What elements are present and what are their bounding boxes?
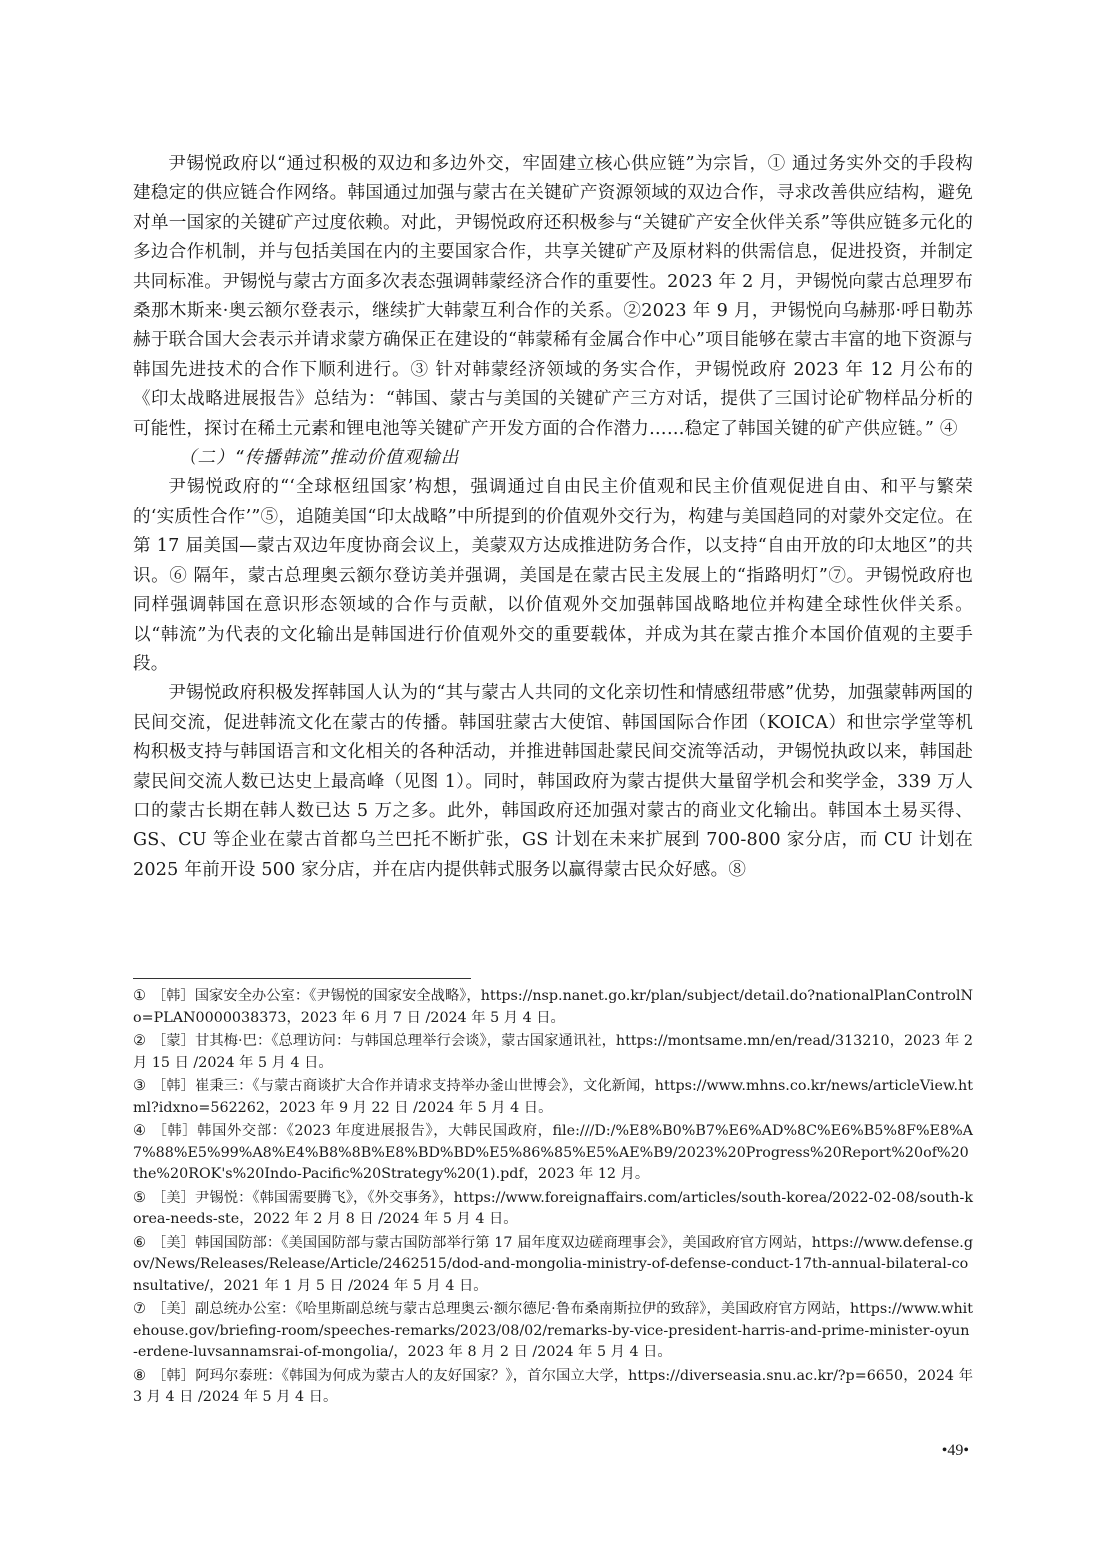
footnote-text: ［韩］阿玛尔泰班：《韩国为何成为蒙古人的友好国家？》，首尔国立大学，https://diverseasia.snu.ac.kr/?p=6650，2024 年 3 月 4 日 /2024 年 5 月 4 日。 [133, 1367, 973, 1405]
main-text [133, 150, 973, 885]
footnote-number: ⑦ [133, 1301, 146, 1317]
footnote-text: ［韩］崔秉三：《与蒙古商谈扩大合作并请求支持举办釜山世博会》，文化新闻，https://www.mhns.co.kr/news/articleView.html?idxno=562262，2023 年 9 月 22 日 /2024 年 5 月 4 日。 [133, 1078, 973, 1116]
footnote-item [133, 1076, 973, 1119]
footnote-item [133, 1031, 973, 1074]
footnote-number: ④ [133, 1123, 147, 1139]
paragraph-values-diplomacy: 尹锡悦政府的“‘全球枢纽国家’构想，强调通过自由民主价值观和民主价值观促进自由、和平与繁荣的‘实质性合作’”⑤，追随美国“印太战略”中所提到的价值观外交行为，构建与美国趋同的对蒙外交定位。在第 17 届美国—蒙古双边年度协商会议上，美蒙双方达成推进防务合作，以支持“自由开放的印太地区”的共识。⑥ 隔年，蒙古总理奥云额尔登访美并强调，美国是在蒙古民主发展上的“指路明灯”⑦。尹锡悦政府也同样强调韩国在意识形态领域的合作与贡献，以价值观外交加强韩国战略地位并构建全球性伙伴关系。以“韩流”为代表的文化输出是韩国进行价值观外交的重要载体，并成为其在蒙古推介本国价值观的主要手段。 [133, 477, 973, 674]
footnote-divider [133, 978, 471, 979]
footnote-number: ⑤ [133, 1189, 146, 1206]
footnote-number: ② [133, 1033, 146, 1049]
footnote-item [133, 1188, 973, 1231]
page-number: •49• [941, 1442, 969, 1459]
footnote-text: ［韩］韩国外交部：《2023 年度进展报告》，大韩民国政府，file:///D:/%E8%B0%B7%E6%AD%8C%E6%B5%8F%E8%A7%88%E5%99%A8%E4%B8%8B%E8%BD%BD%E5%86%85%E5%AE%B9/2023%20Progress%20Report%20of%20the%20ROK's%20Indo-Pacific%20Strategy%20(1).pdf，2023 年 12 月。 [133, 1123, 973, 1182]
footnote-item [133, 986, 973, 1029]
footnote-item [133, 1233, 973, 1298]
footnote-text: ［韩］国家安全办公室：《尹锡悦的国家安全战略》，https://nsp.nanet.go.kr/plan/subject/detail.do?nationalPlanControlNo=PLAN0000038373，2023 年 6 月 7 日 /2024 年 5 月 4 日。 [133, 988, 973, 1026]
footnote-item [133, 1121, 973, 1186]
footnote-number: ⑧ [133, 1367, 146, 1384]
paragraph-korean-wave: 尹锡悦政府积极发挥韩国人认为的“其与蒙古人共同的文化亲切性和情感纽带感”优势，加强蒙韩两国的民间交流，促进韩流文化在蒙古的传播。韩国驻蒙古大使馆、韩国国际合作团（KOICA）和世宗学堂等机构积极支持与韩国语言和文化相关的各种活动，并推进韩国赴蒙民间交流等活动，尹锡悦执政以来，韩国赴蒙民间交流人数已达史上最高峰（见图 1）。同时，韩国政府为蒙古提供大量留学机会和奖学金，339 万人口的蒙古长期在韩人数已达 5 万之多。此外，韩国政府还加强对蒙古的商业文化输出。韩国本土易买得、GS、CU 等企业在蒙古首都乌兰巴托不断扩张，GS 计划在未来扩展到 700-800 家分店，而 CU 计划在 2025 年前开设 500 家分店，并在店内提供韩式服务以赢得蒙古民众好感。⑧ [133, 683, 973, 880]
footnote-item [133, 1366, 973, 1409]
footnote-text: ［美］尹锡悦：《韩国需要腾飞》，《外交事务》，https://www.foreignaffairs.com/articles/south-korea/2022-02-08/south-korea-needs-ste，2022 年 2 月 8 日 /2024 年 5 月 4 日。 [133, 1189, 973, 1227]
footnote-text: ［蒙］甘其梅·巴：《总理访问：与韩国总理举行会谈》，蒙古国家通讯社，https://montsame.mn/en/read/313210，2023 年 2 月 15 日 /2024 年 5 月 4 日。 [133, 1033, 974, 1071]
footnote-item [133, 1299, 973, 1364]
footnote-number: ⑥ [133, 1234, 146, 1251]
paragraph-supply-chain: 尹锡悦政府以“通过积极的双边和多边外交，牢固建立核心供应链”为宗旨，① 通过务实外交的手段构建稳定的供应链合作网络。韩国通过加强与蒙古在关键矿产资源领域的双边合作，寻求改善供应结构，避免对单一国家的关键矿产过度依赖。对此，尹锡悦政府还积极参与“关键矿产安全伙伴关系”等供应链多元化的多边合作机制，并与包括美国在内的主要国家合作，共享关键矿产及原材料的供需信息，促进投资，并制定共同标准。尹锡悦与蒙古方面多次表态强调韩蒙经济合作的重要性。2023 年 2 月，尹锡悦向蒙古总理罗布桑那木斯来·奥云额尔登表示，继续扩大韩蒙互利合作的关系。②2023 年 9 月，尹锡悦向乌赫那·呼日勒苏赫于联合国大会表示并请求蒙方确保正在建设的“韩蒙稀有金属合作中心”项目能够在蒙古丰富的地下资源与韩国先进技术的合作下顺利进行。③ 针对韩蒙经济领域的务实合作，尹锡悦政府 2023 年 12 月公布的《印太战略进展报告》总结为：“韩国、蒙古与美国的关键矿产三方对话，提供了三国讨论矿物样品分析的可能性，探讨在稀土元素和锂电池等关键矿产开发方面的合作潜力……稳定了韩国关键的矿产供应链。” ④ [133, 154, 973, 439]
footnote-text: ［美］副总统办公室：《哈里斯副总统与蒙古总理奥云·额尔德尼·鲁布桑南斯拉伊的致辞》，美国政府官方网站，https://www.whitehouse.gov/briefing-room/speeches-remarks/2023/08/02/remarks-by-vice-president-harris-and-prime-minister-oyun-erdene-luvsannamsrai-of-mongolia/，2023 年 8 月 2 日 /2024 年 5 月 4 日。 [133, 1301, 973, 1360]
footnote-number: ① [133, 988, 146, 1004]
footnote-text: ［美］韩国国防部：《美国国防部与蒙古国防部举行第 17 届年度双边磋商理事会》，美国政府官方网站，https://www.defense.gov/News/Releases/Release/Article/2462515/dod-and-mongolia-ministry-of-defense-conduct-17th-annual-bilateral-consultative/，2021 年 1 月 5 日 /2024 年 5 月 4 日。 [133, 1234, 973, 1294]
footnote-number: ③ [133, 1078, 146, 1094]
section-heading: （二）“传播韩流”推动价值观输出 [178, 448, 460, 469]
footnotes [133, 986, 973, 1411]
